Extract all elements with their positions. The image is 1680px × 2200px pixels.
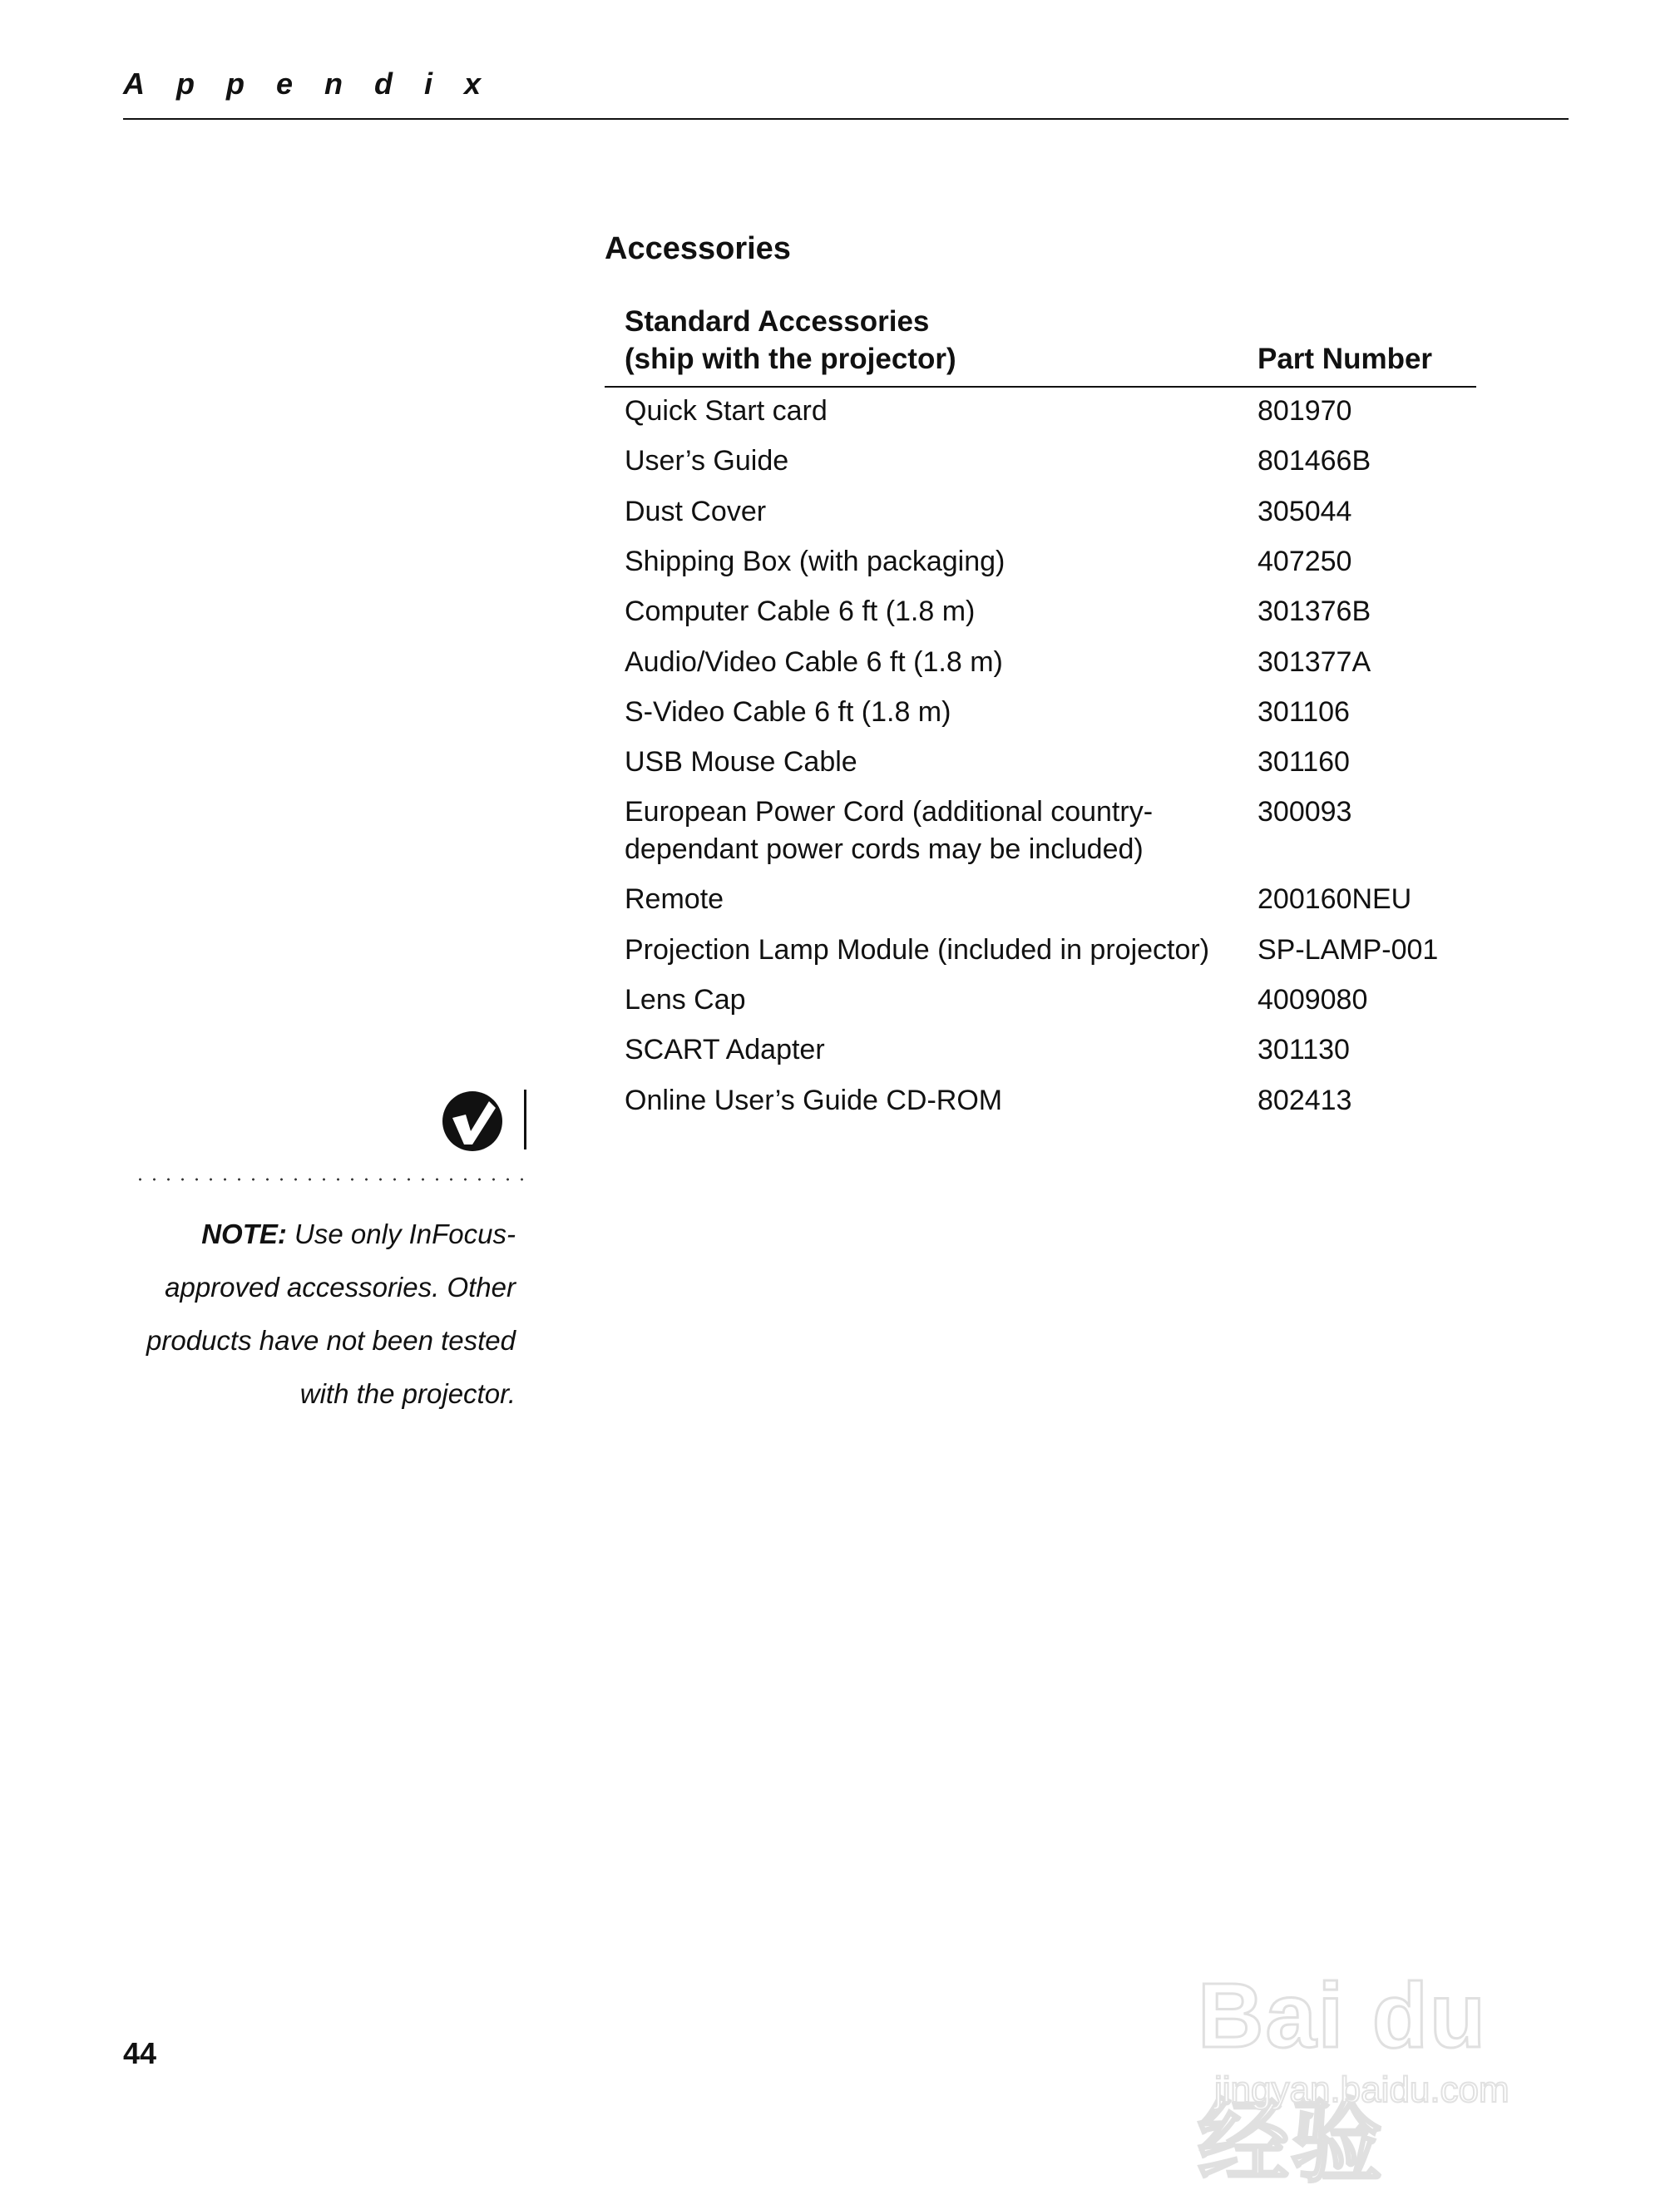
header-accessories [625, 303, 956, 378]
row-part-number: SP-LAMP-001 [1258, 933, 1439, 966]
row-name: Computer Cable 6 ft (1.8 m) [625, 596, 976, 628]
row-part-number: 301160 [1258, 746, 1350, 779]
row-name: Online User’s Guide CD-ROM [625, 1084, 1003, 1116]
page-number: 44 [123, 2036, 157, 2070]
running-header: Appendix [123, 67, 513, 101]
row-part-number: 301377A [1258, 645, 1371, 678]
row-part-number: 801466B [1258, 445, 1371, 477]
note-label: NOTE: [201, 1219, 287, 1249]
row-part-number: 300093 [1258, 796, 1352, 828]
row-name: European Power Cord (additional country-dependant power cords may be included) [625, 796, 1154, 866]
table-header [605, 301, 1476, 388]
row-name: Quick Start card [625, 395, 828, 427]
accessories-table [605, 301, 1476, 1132]
table-body [605, 388, 1476, 1132]
row-part-number: 407250 [1258, 545, 1352, 577]
row-name: Audio/Video Cable 6 ft (1.8 m) [625, 645, 1003, 678]
row-name: Dust Cover [625, 495, 767, 527]
note-icon-bar [524, 1090, 526, 1149]
row-part-number: 802413 [1258, 1084, 1352, 1116]
row-name: Projection Lamp Module (included in projector) [625, 933, 1210, 966]
watermark-sub: jingyan.baidu.com [1214, 2069, 1510, 2110]
row-part-number: 301106 [1258, 695, 1350, 728]
row-name: S-Video Cable 6 ft (1.8 m) [625, 695, 951, 728]
header-part-number: Part Number [1258, 343, 1433, 375]
row-part-number: 801970 [1258, 395, 1352, 427]
header-accessories-line1: Standard Accessories [625, 305, 930, 338]
sidebar-note [116, 1208, 516, 1421]
header-rule [123, 118, 1569, 120]
header-accessories-line2: (ship with the projector) [625, 343, 956, 375]
watermark-logo [1198, 1913, 1597, 2193]
note-text: Use only InFocus-approved accessories. Other products have not been tested with the projector. [146, 1219, 516, 1409]
row-name: Shipping Box (with packaging) [625, 545, 1006, 577]
watermark-text: Bai du 经验 [1198, 1965, 1488, 2193]
row-part-number: 301376B [1258, 596, 1371, 628]
dotted-divider [133, 1178, 529, 1181]
row-name: Lens Cap [625, 984, 746, 1016]
row-part-number: 200160NEU [1258, 883, 1412, 916]
row-part-number: 4009080 [1258, 984, 1368, 1016]
row-name: SCART Adapter [625, 1034, 825, 1066]
row-part-number: 305044 [1258, 495, 1352, 527]
row-name: USB Mouse Cable [625, 746, 857, 779]
row-part-number: 301130 [1258, 1034, 1350, 1066]
section-heading: Accessories [605, 231, 791, 266]
note-icon [441, 1090, 504, 1153]
row-name: Remote [625, 883, 724, 916]
row-name: User’s Guide [625, 445, 789, 477]
